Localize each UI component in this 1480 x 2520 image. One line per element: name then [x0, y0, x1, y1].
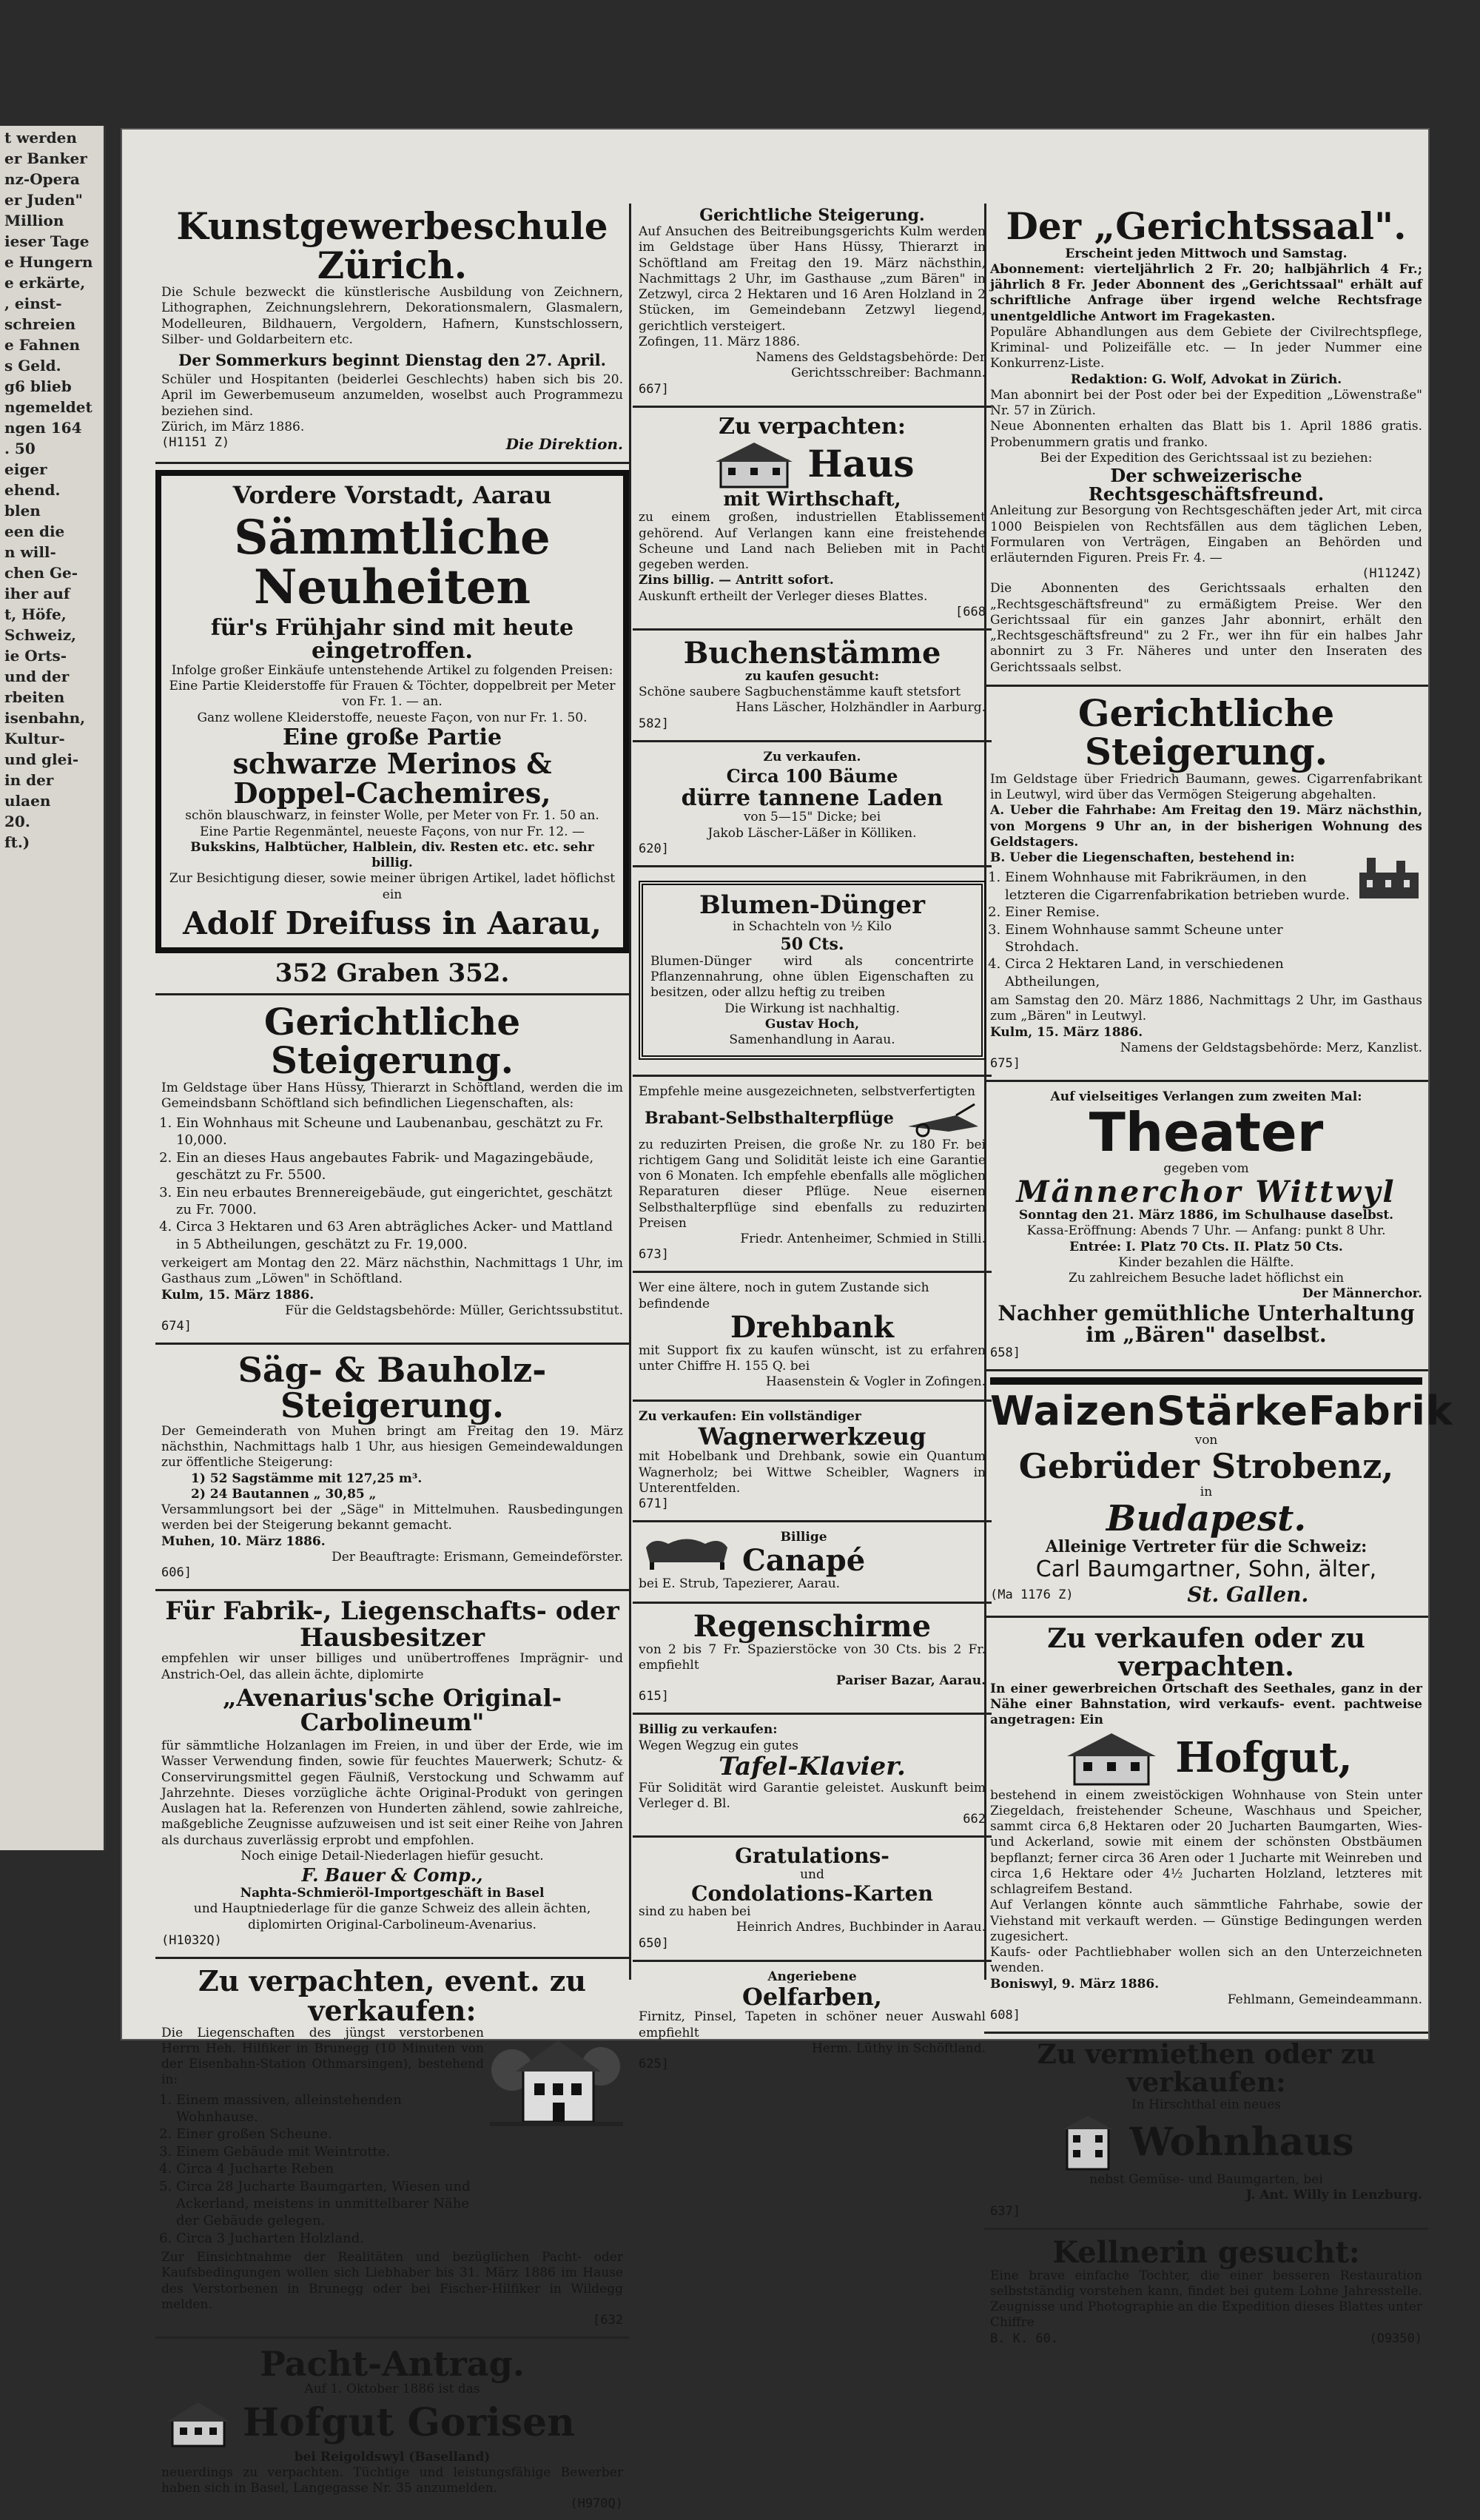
- ad-signature: Hans Läscher, Holzhändler in Aarburg.: [736, 700, 986, 716]
- ad-oelfarben: [633, 1962, 992, 2081]
- ad-baeume: [633, 742, 992, 867]
- ad-date: Zofingen, 11. März 1886.: [639, 334, 801, 349]
- list-item: 4. Circa 2 Hektaren Land, in verschiedenen Abtheilungen,: [1005, 955, 1350, 990]
- ad-text: Ganz wollene Kleiderstoffe, neueste Façon, von nur Fr. 1. 50.: [197, 710, 588, 725]
- fragment-line: ngen 164: [4, 419, 82, 437]
- ad-title: Drehbank: [730, 1309, 894, 1345]
- list-item: 1. Einem Wohnhause mit Fabrikräumen, in den letzteren die Cigarrenfabrikation betrieben wurde.: [1005, 869, 1350, 904]
- ad-text: am Samstag den 20. März 1886, Nachmittags 2 Uhr, im Gasthaus zum „Bären" in Leutwyl.: [990, 993, 1422, 1024]
- fragment-line: er Juden": [4, 191, 83, 209]
- list-item: 5. Circa 28 Jucharte Baumgarten, Wiesen und Ackerland, meistens in unmittelbarer Nähe der Gebäude gelegen.: [176, 2178, 484, 2230]
- ad-ref: (Ma 1176 Z): [990, 1587, 1074, 1602]
- fragment-line: und der: [4, 668, 70, 685]
- ad-subtitle: Auf vielseitiges Verlangen zum zweiten Mal:: [1050, 1089, 1362, 1105]
- ad-blumen-duenger: [633, 867, 992, 1077]
- ad-text: B. Ueber die Liegenschaften, bestehend in:: [990, 850, 1295, 866]
- ad-brabant-pfluege: [633, 1077, 992, 1273]
- ad-date: Muhen, 10. März 1886.: [161, 1533, 326, 1549]
- ad-kunstgewerbeschule: [155, 200, 629, 464]
- ad-title: Condolations-Karten: [691, 1881, 933, 1906]
- ad-saeg-bauholz: [155, 1345, 629, 1591]
- ad-subtitle: für's Frühjahr sind mit heute eingetroffen.: [210, 614, 574, 665]
- list-item: 4. Circa 3 Hektaren und 63 Aren abträgliches Acker- und Mattland in 5 Abtheilungen, geschätzt zu Fr. 19,000.: [176, 1218, 623, 1253]
- ad-carbolineum: [155, 1591, 629, 1959]
- ad-text: Abonnement: vierteljährlich 2 Fr. 20; halbjährlich 4 Fr.; jährlich 8 Fr. Jeder Abonnent des „Gerichtssaal" erhält auf schriftliche Anfrage über irgend welche Rechtsfrage unentgeldliche Antwort im Fragekasten.: [990, 261, 1422, 324]
- ad-subtitle: Zu verkaufen.: [763, 749, 861, 765]
- ad-text: von 2 bis 7 Fr. Spazierstöcke von 30 Cts. bis 2 Fr. empfiehlt: [639, 1642, 986, 1673]
- ad-pacht-antrag: [155, 2339, 629, 2520]
- list-item: 4. Circa 4 Jucharte Reben: [176, 2160, 484, 2177]
- ad-ref: 675]: [990, 1056, 1020, 1072]
- ad-title: Kunstgewerbeschule Zürich.: [176, 204, 608, 287]
- ad-text: in: [1200, 1484, 1213, 1499]
- ad-title: Haus: [807, 441, 915, 485]
- list-item: 2. Einer Remise.: [1005, 904, 1350, 921]
- ad-wohnhaus: [984, 2034, 1428, 2229]
- ad-text: Populäre Abhandlungen aus dem Gebiete der Civilrechtspflege, Kriminal- und Polizeifälle etc. — In jeder Nummer eine Konkurrenz-Liste.: [990, 324, 1422, 372]
- ad-text: Neue Abonnenten erhalten das Blatt bis 1. April 1886 gratis. Probenummern gratis und franko.: [990, 419, 1422, 450]
- ad-subtitle: Billig zu verkaufen:: [639, 1722, 778, 1738]
- fragment-line: e Fahnen: [4, 336, 81, 354]
- ad-text: verkeigert am Montag den 22. März nächsthin, Nachmittags 1 Uhr, im Gasthaus zum „Löwen" in Schöftland.: [161, 1256, 623, 1287]
- ad-text: zu reduzirten Preisen, die große Nr. zu 180 Fr. bei richtigem Gang und Solidität leiste ich eine Garantie von 6 Monaten. Ich empfehle ebenfalls alle möglichen Reparaturen dieser Pflüge. Neue eisernen Selbsthalterpflüge sind ebenfalls zu reduzirten Preisen: [639, 1137, 986, 1231]
- ad-text: Eine große Partie: [282, 724, 502, 750]
- ad-title: Sämmtliche Neuheiten: [234, 509, 551, 615]
- ad-title: Blumen-Dünger: [699, 890, 926, 920]
- fragment-line: n will-: [4, 543, 56, 561]
- plough-illustration: [904, 1101, 986, 1138]
- fragment-line: iher auf: [4, 585, 70, 602]
- ad-text: Kinder bezahlen die Hälfte.: [1118, 1254, 1294, 1270]
- ad-text: Zur Einsichtnahme der Realitäten und bezüglichen Pacht- oder Kaufsbedingungen wollen sich Liebhaber bis 31. März 1886 im Hause des Verstorbenen in Brunegg oder bei Fischer-Hilfiker in Wildegg melden.: [161, 2250, 623, 2312]
- ad-text: Bei der Expedition des Gerichtssaal ist zu beziehen:: [1040, 450, 1373, 466]
- ad-buchenstaemme: [633, 631, 992, 742]
- ad-signature: Herm. Lüthy in Schöftland.: [811, 2040, 986, 2056]
- list-item: 6. Circa 3 Jucharten Holzland.: [176, 2230, 484, 2247]
- ad-text: Empfehle meine ausgezeichneten, selbstverfertigten: [639, 1084, 975, 1100]
- ad-text: gegeben vom: [1163, 1160, 1249, 1176]
- ad-title: Zu verkaufen oder zu verpachten.: [1047, 1623, 1365, 1683]
- ad-text: Der Gemeinderath von Muhen bringt am Freitag den 19. März nächsthin, Nachmittags halb 1 Uhr, aus hiesigen Gemeindewaldungen zur öffentliche Steigerung:: [161, 1423, 623, 1471]
- ad-signature: Friedr. Antenheimer, Schmied in Stilli.: [740, 1232, 986, 1247]
- ad-date: Kulm, 15. März 1886.: [161, 1287, 314, 1303]
- ad-text: schwarze Merinos & Doppel-Cachemires,: [232, 747, 552, 810]
- ad-title: Für Fabrik-, Liegenschafts- oder Hausbesitzer: [165, 1596, 619, 1653]
- ad-firm: Naphta-Schmieröl-Importgeschäft in Basel: [240, 1886, 545, 1901]
- ad-signature: Namens der Geldstagsbehörde: Merz, Kanzlist.: [1120, 1040, 1422, 1055]
- ad-ref: 637]: [990, 2203, 1020, 2219]
- ad-text: Man abonnirt bei der Post oder bei der Expedition „Löwenstraße" Nr. 57 in Zürich.: [990, 387, 1422, 418]
- ad-theater: [984, 1082, 1428, 1371]
- item-list: [176, 2091, 484, 2248]
- ad-subtitle: Zu verpachten:: [719, 413, 906, 440]
- fragment-line: in der: [4, 771, 54, 789]
- fragment-line: eiger: [4, 460, 47, 478]
- fragment-line: ehend.: [4, 481, 61, 499]
- item-list: [1005, 869, 1350, 990]
- ad-haus-wirthschaft: [633, 408, 992, 631]
- ad-signature: Gustav Hoch,: [764, 1016, 860, 1032]
- ad-text: Zu zahlreichem Besuche ladet höflichst ein: [1068, 1271, 1345, 1286]
- ad-text: Auf Verlangen könnte auch sämmtliche Fahrhabe, sowie der Viehstand mit verkauft werden. — Günstige Bedingungen werden zugesichert.: [990, 1898, 1422, 1944]
- ad-title: Theater: [1089, 1101, 1324, 1164]
- item-list: [176, 1115, 623, 1253]
- ad-text: Zur Besichtigung dieser, sowie meiner übrigen Artikel, ladet höflichst ein: [169, 871, 616, 902]
- ad-ref: (H970Q): [570, 2496, 623, 2512]
- fragment-line: s Geld.: [4, 357, 61, 374]
- ad-wagnerwerkzeug: [633, 1402, 992, 1523]
- ad-text: Die Liegenschaften des jüngst verstorbenen Herrn Heh. Hilfiker in Brunegg (10 Minuten von der Eisenbahn-Station Othmarsingen), bestehend in:: [161, 2025, 484, 2088]
- ad-ref: (O9350): [1369, 2331, 1422, 2346]
- ad-hofgut: [984, 1618, 1428, 2034]
- farmhouse-illustration: [1060, 1729, 1163, 1788]
- ad-text: von: [1194, 1433, 1218, 1448]
- ad-date: Boniswyl, 9. März 1886.: [990, 1976, 1160, 1992]
- ad-date: Zürich, im März 1886.: [161, 419, 305, 434]
- fragment-line: ie Orts-: [4, 647, 67, 665]
- ad-text: Bukskins, Halbtücher, Halblein, div. Resten etc. etc. sehr billig.: [190, 839, 594, 870]
- list-item: 3. Einem Gebäude mit Weintrotte.: [176, 2143, 484, 2160]
- ad-title: Buchenstämme: [683, 635, 941, 671]
- sofa-illustration: [639, 1533, 735, 1573]
- fragment-line: 20.: [4, 813, 30, 830]
- ad-ref: (H1151 Z): [161, 435, 230, 450]
- ad-title: Gratulations-: [735, 1844, 889, 1869]
- fragment-line: Kultur-: [4, 730, 65, 747]
- ad-subtitle: zu kaufen gesucht:: [745, 668, 879, 684]
- ad-signature: Heinrich Andres, Buchbinder in Aarau.: [736, 1920, 986, 1935]
- list-item: 2. Ein an dieses Haus angebautes Fabrik- und Magazingebäude, geschätzt zu Fr. 5500.: [176, 1149, 623, 1184]
- ad-date: Kulm, 15. März 1886.: [990, 1024, 1143, 1040]
- ad-title: Kellnerin gesucht:: [1052, 2234, 1360, 2270]
- ad-text: Blumen-Dünger wird als concentrirte Pflanzennahrung, ohne üblen Eigenschaften zu besitzen, oder allzu heftig zu treiben: [650, 953, 974, 1001]
- ad-price: Entrée: I. Platz 70 Cts. II. Platz 50 Cts.: [1069, 1239, 1343, 1254]
- ad-text: Versammlungsort bei der „Säge" in Mittelmuhen. Rausbedingungen werden bei der Steigerung bekannt gemacht.: [161, 1502, 623, 1533]
- ad-text: Im Geldstage über Hans Hüssy, Thierarzt in Schöftland, werden die im Gemeindsbann Schöftland sich befindlichen Liegenschaften, als:: [161, 1080, 623, 1111]
- ad-dreifuss: [155, 464, 629, 995]
- ad-product: Der schweizerische Rechtsgeschäftsfreund.: [1088, 465, 1325, 505]
- fragment-line: . 50: [4, 440, 36, 457]
- ad-text: Der Sommerkurs beginnt Dienstag den 27. April.: [178, 351, 606, 369]
- ad-subtitle: Billige: [780, 1530, 827, 1545]
- ad-tafel-klavier: [633, 1715, 992, 1838]
- ad-text: Kassa-Eröffnung: Abends 7 Uhr. — Anfang: punkt 8 Uhr.: [1026, 1223, 1386, 1239]
- ad-text: Für Solidität wird Garantie geleistet. Auskunft beim Verleger d. Bl.: [639, 1780, 986, 1811]
- ad-ref: 671]: [639, 1496, 669, 1512]
- ad-ref: 582]: [639, 716, 669, 731]
- ad-text: Im Geldstage über Friedrich Baumann, gewes. Cigarrenfabrikant in Leutwyl, wird über das Vermögen Steigerung abgehalten.: [990, 771, 1422, 803]
- ad-firm: F. Bauer & Comp.,: [301, 1864, 483, 1886]
- ad-title: Zu vermiethen oder zu verkaufen:: [1037, 2039, 1376, 2098]
- ad-text: Wer eine ältere, noch in gutem Zustande sich befindende: [639, 1280, 929, 1311]
- fragment-line: ft.): [4, 833, 30, 851]
- fragment-line: und glei-: [4, 750, 79, 768]
- ad-subtitle: mit Wirthschaft,: [723, 488, 901, 511]
- ad-karten: [633, 1838, 992, 1962]
- ad-text: Circa 100 Bäume: [726, 765, 898, 787]
- fragment-line: Million: [4, 212, 64, 229]
- ad-text: für sämmtliche Holzanlagen im Freien, in und über der Erde, wie im Wasser Verwendung finden, sowie für feuchtes Mauerwerk; Schutz- & Conservirungsmittel gegen Fäulniß, Verstockung und Schwamm auf Jahrzehnte. Dieses vorzügliche ächte Original-Produkt von geringen Auslagen hat la. Referenzen von Hunderten zählend, sowie zahlreiche, maßgebliche Zeugnisse aufzuweisen und ist seit einer Reihe von Jahren als durchaus zuverlässig erprobt und empfohlen.: [161, 1738, 623, 1848]
- ad-text: Die Schule bezweckt die künstlerische Ausbildung von Zeichnern, Lithographen, Zeichnungslehrern, Dekorationsmalern, Glasmalern, Modelleuren, Bildhauern, Vergoldern, Hafnern, Kunstschlossern, Silber- und Goldarbeitern etc.: [161, 285, 623, 347]
- ad-signature: Namens des Geldstagsbehörde: Der Gerichtsschreiber: Bachmann.: [756, 350, 986, 381]
- ad-ref: 658]: [990, 1345, 1020, 1361]
- ad-frame: [639, 881, 986, 1060]
- ad-text: und Hauptniederlage für die ganze Schweiz des allein ächten, diplomirten Original-Carbolineum-Avenarius.: [193, 1901, 591, 1932]
- ad-gerichtliche-steigerung-1: [155, 995, 629, 1345]
- ad-subtitle: Vordere Vorstadt, Aarau: [232, 481, 552, 509]
- ad-waizenstaerke: [984, 1377, 1453, 1618]
- ad-date: Sonntag den 21. März 1886, im Schulhause daselbst.: [1018, 1208, 1394, 1223]
- fragment-line: e Hungern: [4, 253, 93, 271]
- ad-ref: 625]: [639, 2057, 669, 2072]
- ad-text: empfehlen wir unser billiges und unübertroffenes Imprägnir- und Anstrich-Oel, das allein ächte, diplomirte: [161, 1651, 623, 1682]
- column-2: [633, 200, 992, 2080]
- ad-text: Zu verkaufen: Ein vollständiger: [639, 1408, 861, 1424]
- fragment-line: Schweiz,: [4, 626, 77, 644]
- fragment-line: er Banker: [4, 149, 87, 167]
- fragment-line: ieser Tage: [4, 232, 90, 250]
- ad-ref: 615]: [639, 1689, 669, 1704]
- ad-ref: 606]: [161, 1565, 192, 1580]
- ad-ref: 620]: [639, 841, 669, 856]
- ad-text: Die Abonnenten des Gerichtssaals erhalten den „Rechtsgeschäftsfreund" zu ermäßigtem Preise. Wer den Gerichtssaal für ein ganzes Jahr abonnirt, erhält den „Rechtsgeschäftsfreund" zu 2 Fr., wer ihn für ein halbes Jahr abonnirt zu 3 Fr. Näheres und unter den Inseraten des Gerichtssaals selbst.: [990, 581, 1422, 675]
- ad-signature: Für die Geldstagsbehörde: Müller, Gerichtssubstitut.: [285, 1303, 623, 1318]
- ad-ref: [632: [593, 2313, 623, 2328]
- fragment-line: chen Ge-: [4, 564, 78, 582]
- list-item: 2. Einer großen Scheune.: [176, 2126, 484, 2143]
- ad-organizer: Männerchor Wittwyl: [1016, 1175, 1396, 1210]
- ad-firm: Adolf Dreifuss in Aarau,: [183, 904, 602, 941]
- ad-ref: [668: [955, 604, 986, 619]
- ad-title: Gerichtliche Steigerung.: [263, 999, 521, 1083]
- ad-title: Oelfarben,: [742, 1982, 882, 2011]
- farm-illustration: [161, 2398, 235, 2450]
- ad-signature: Samenhandlung in Aarau.: [729, 1032, 895, 1048]
- fragment-line: t, Höfe,: [4, 605, 67, 623]
- ad-title: Gerichtliche Steigerung.: [699, 206, 925, 225]
- ad-title: Wagnerwerkzeug: [698, 1422, 926, 1451]
- list-item: 1. Einem massiven, alleinstehenden Wohnhause.: [176, 2091, 484, 2126]
- ad-title: Der „Gerichtssaal".: [1006, 204, 1407, 248]
- ad-text: In einer gewerbreichen Ortschaft des Seethales, ganz in der Nähe einer Bahnstation, wird verkaufs- event. pachtweise angetragen: Ein: [990, 1681, 1422, 1728]
- adjacent-page-fragment: [0, 126, 106, 1850]
- list-item: 1) 52 Sagstämme mit 127,25 m³.: [191, 1471, 423, 1486]
- fragment-line: , einst-: [4, 295, 62, 312]
- ad-text: schön blauschwarz, in feinster Wolle, per Meter von Fr. 1. 50 an.: [185, 808, 599, 824]
- fragment-line: ngemeldet: [4, 398, 92, 416]
- ad-gerichtliche-steigerung-3: [984, 687, 1428, 1082]
- column-1: [155, 200, 629, 2520]
- ad-text: in Schachteln von ½ Kilo: [732, 918, 892, 934]
- ad-text: Anleitung zur Besorgung von Rechtsgeschäften jeder Art, mit circa 1000 Beispielen von Rechtsfällen aus dem täglichen Leben, Formularen von Verträgen, Eingaben an Behörden und erläuternden Figuren. Preis Fr. 4. —: [990, 503, 1422, 566]
- ad-text: und: [800, 1867, 824, 1882]
- ad-subtitle: Erscheint jeden Mittwoch und Samstag.: [1065, 246, 1348, 261]
- list-item: 1. Ein Wohnhaus mit Scheune und Laubenanbau, geschätzt zu Fr. 10,000.: [176, 1115, 623, 1149]
- ad-signature: Der Beauftragte: Erismann, Gemeindeförster.: [332, 1549, 623, 1565]
- ad-gerichtssaal: [984, 200, 1428, 687]
- fragment-line: blen: [4, 502, 41, 520]
- ad-text: Alleinige Vertreter für die Schweiz:: [1045, 1537, 1368, 1557]
- ad-ref: 674]: [161, 1319, 192, 1334]
- ad-canape: [633, 1522, 992, 1604]
- ad-signature: Haasenstein & Vogler in Zofingen.: [765, 1374, 986, 1390]
- ad-text: zu einem großen, industriellen Etablissement gehörend. Auf Verlangen kann eine freistehende Scheune und Land nach Belieben mit in Pacht gegeben werden.: [639, 510, 986, 573]
- ad-title: Gerichtliche Steigerung.: [1077, 691, 1335, 774]
- ad-text: A. Ueber die Fahrhabe: Am Freitag den 19. März nächsthin, von Morgens 9 Uhr an, in der bisherigen Wohnung des Geldstagers.: [990, 803, 1422, 850]
- ad-ref: 662: [963, 1812, 986, 1827]
- ad-gerichtliche-steigerung-2: [633, 200, 992, 408]
- ad-text: Die Wirkung ist nachhaltig.: [724, 1001, 900, 1016]
- ad-frame: [155, 470, 629, 953]
- ad-text: sind zu haben bei: [639, 1904, 751, 1920]
- ad-product: „Avenarius'sche Original-Carbolineum": [222, 1683, 562, 1737]
- ad-title: Säg- & Bauholz-Steigerung.: [238, 1350, 547, 1426]
- ad-location: St. Gallen.: [1187, 1582, 1309, 1607]
- column-rule: [629, 204, 631, 1980]
- ad-text: von 5—15" Dicke; bei: [743, 810, 881, 825]
- ad-ref: 667]: [639, 381, 669, 397]
- divider: [990, 1377, 1422, 1385]
- ad-text: Noch einige Detail-Niederlagen hiefür gesucht.: [240, 1848, 544, 1864]
- ad-kellnerin: [984, 2230, 1428, 2355]
- ad-title: dürre tannene Laden: [681, 784, 944, 811]
- ad-text: Schüler und Hospitanten (beiderlei Geschlechts) haben sich bis 20. April im Gewerbemuseum anzumelden, woselbst auch Programmezu beziehen sind.: [161, 372, 623, 419]
- ad-text: Schöne saubere Sagbuchenstämme kauft stetsfort: [639, 685, 961, 700]
- fragment-line: ulaen: [4, 792, 51, 810]
- inn-illustration: [710, 438, 798, 490]
- ad-product: Wohnhaus: [1129, 2119, 1354, 2165]
- fragment-line: nz-Opera: [4, 170, 80, 188]
- house-illustration: [490, 2026, 623, 2137]
- ad-verpachten-brunegg: [155, 1959, 629, 2339]
- ad-signature: Pariser Bazar, Aarau.: [835, 1673, 986, 1689]
- ad-text: Redaktion: G. Wolf, Advokat in Zürich.: [1070, 372, 1342, 387]
- ad-text: Firnitz, Pinsel, Tapeten in schöner neuer Auswahl empfiehlt: [639, 2009, 986, 2040]
- ad-title: Regenschirme: [693, 1608, 932, 1644]
- ad-text: bestehend in einem zweistöckigen Wohnhause von Stein unter Ziegeldach, freistehender Scheune, Waschhaus und Speicher, sammt circa 6,8 Hektaren oder 20 Jucharten Baumgarten, Wies- und Ackerland, sowie mit einem der schönsten Obstbäumen bepflanzt; ferner circa 36 Aren oder 1 Jucharte mit Weinreben und circa 1,6 Hektare oder 4½ Jucharten Holzland, letzteres mit schlagreifem Bestand.: [990, 1787, 1422, 1898]
- ad-text: mit Hobelbank und Drehbank, sowie ein Quantum Wagnerholz; bei Wittwe Scheibler, Wagners in Unterentfelden.: [639, 1449, 986, 1496]
- fragment-line: g6 blieb: [4, 377, 72, 395]
- list-item: 2) 24 Bautannen „ 30,85 „: [191, 1486, 377, 1502]
- fragment-line: e erkärte,: [4, 274, 86, 292]
- factory-illustration: [1356, 850, 1422, 902]
- ad-price: 50 Cts.: [780, 934, 844, 954]
- fragment-line: een die: [4, 523, 65, 540]
- ad-signature: J. Ant. Willy in Lenzburg.: [1245, 2188, 1422, 2203]
- fragment-line: schreien: [4, 315, 76, 333]
- ad-text: In Hirschthal ein neues: [1131, 2097, 1281, 2112]
- ad-title: WaizenStärkeFabrik: [990, 1388, 1453, 1435]
- fragment-line: rbeiten: [4, 688, 65, 706]
- list-item: 3. Ein neu erbautes Brennereigebäude, gut eingerichtet, geschätzt zu Fr. 7000.: [176, 1184, 623, 1219]
- ad-signature: Jakob Läscher-Läßer in Kölliken.: [707, 825, 917, 841]
- ad-regenschirme: [633, 1604, 992, 1716]
- column-3: [984, 200, 1453, 2355]
- ad-firm: Gebrüder Strobenz,: [1018, 1446, 1394, 1487]
- ad-text: Carl Baumgartner, Sohn, älter,: [1035, 1556, 1377, 1583]
- ad-address: 352 Graben 352.: [275, 958, 510, 988]
- ad-text: Auskunft ertheilt der Verleger dieses Blattes.: [639, 588, 928, 604]
- ad-text: Auf Ansuchen des Beitreibungsgerichts Kulm werden im Geldstage über Hans Hüssy, Thierarzt in Schöftland am Freitag den 19. März nächsthin, Nachmittags 2 Uhr, im Gasthause „zum Bären" in Zetzwyl, circa 2 Hektaren und 16 Aren Holzland in 2 Stücken, im Gemeindebann Zetzwyl liegend, gerichtlich versteigert.: [639, 224, 986, 334]
- ad-title: Canapé: [742, 1543, 866, 1579]
- ad-ref: 650]: [639, 1935, 669, 1951]
- ad-text: neuerdings zu verpachten. Tüchtige und leistungsfähige Bewerber haben sich in Basel, Langegasse Nr. 35 anzumelden.: [161, 2464, 623, 2496]
- ad-text: Wegen Wegzug ein gutes: [639, 1738, 798, 1753]
- fragment-line: t werden: [4, 129, 77, 147]
- ad-text: Nachher gemüthliche Unterhaltung im „Bären" daselbst.: [998, 1300, 1415, 1348]
- townhouse-illustration: [1058, 2113, 1117, 2172]
- ad-signature: bei E. Strub, Tapezierer, Aarau.: [639, 1576, 841, 1592]
- newspaper-page: [122, 130, 1453, 2512]
- ad-text: nebst Gemüse- und Baumgarten, bei: [1089, 2172, 1323, 2188]
- ad-text: Infolge großer Einkäufe untenstehende Artikel zu folgenden Preisen:: [171, 662, 613, 678]
- ad-text: Kaufs- oder Pachtliebhaber wollen sich an den Unterzeichneten wenden.: [990, 1945, 1422, 1976]
- ad-ref: (H1032Q): [161, 1932, 222, 1948]
- ad-ref: (H1124Z): [1362, 566, 1422, 582]
- ad-text: Eine brave einfache Tochter, die einer besseren Restauration selbstständig vorstehen kann, findet bei gutem Lohne Jahresstelle. Zeugnisse und Photographie an die Expedition dieses Blattes unter Chiffre: [990, 2268, 1422, 2331]
- ad-ref: 673]: [639, 1247, 669, 1263]
- ad-title: Tafel-Klavier.: [719, 1751, 906, 1781]
- ad-text: Eine Partie Regenmäntel, neueste Façons, von nur Fr. 12. —: [200, 824, 585, 839]
- ad-ref: 608]: [990, 2008, 1020, 2023]
- fragment-line: isenbahn,: [4, 709, 86, 727]
- ad-location: bei Reigoldswyl (Baselland): [294, 2449, 491, 2464]
- ad-title: Brabant-Selbsthalterpflüge: [645, 1109, 894, 1129]
- ad-signature: Der Männerchor.: [1302, 1286, 1422, 1302]
- ad-signature: Die Direktion.: [505, 435, 623, 453]
- ad-product: Hofgut Gorisen: [243, 2400, 575, 2446]
- ad-ref: B. K. 60.: [990, 2331, 1059, 2346]
- ad-drehbank: [633, 1273, 992, 1401]
- ad-subtitle: Angeriebene: [767, 1969, 857, 1984]
- ad-product: Hofgut,: [1175, 1733, 1353, 1783]
- ad-text: Zins billig. — Antritt sofort.: [639, 573, 834, 588]
- ad-title: Zu verpachten, event. zu verkaufen:: [198, 1963, 586, 2027]
- ad-text: mit Support fix zu kaufen wünscht, ist zu erfahren unter Chiffre H. 155 Q. bei: [639, 1343, 986, 1374]
- ad-text: Auf 1. Oktober 1886 ist das: [304, 2382, 480, 2397]
- ad-text: Eine Partie Kleiderstoffe für Frauen & Töchter, doppelbreit per Meter von Fr. 1. — an.: [169, 679, 616, 710]
- ad-location: Budapest.: [1106, 1497, 1307, 1539]
- ad-signature: Fehlmann, Gemeindeammann.: [1227, 1992, 1422, 2007]
- ad-title: Pacht-Antrag.: [260, 2344, 525, 2385]
- list-item: 3. Einem Wohnhause sammt Scheune unter Strohdach.: [1005, 921, 1350, 956]
